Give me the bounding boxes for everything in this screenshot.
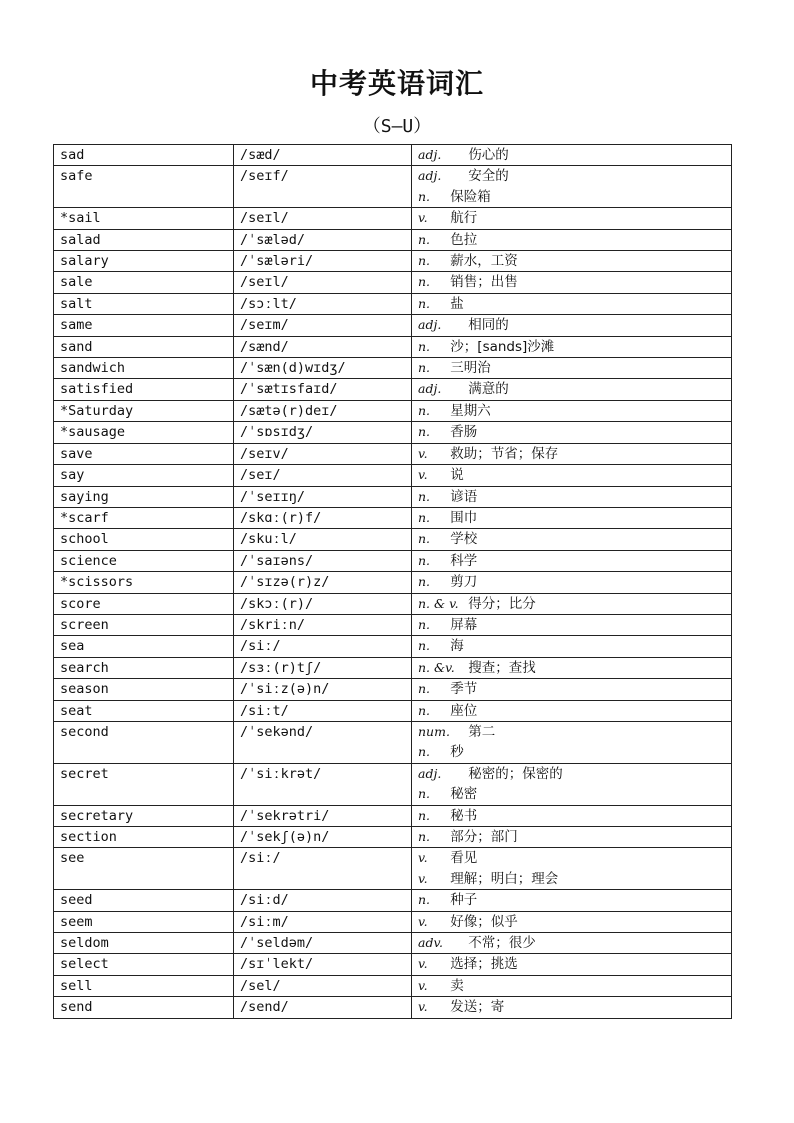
- word-cell: sad: [54, 145, 234, 166]
- definition-line: [418, 742, 725, 762]
- definition-line: [418, 890, 725, 910]
- phonetic-cell: /ˈsɒsɪdʒ/: [234, 422, 412, 443]
- definition-cell: [412, 529, 732, 550]
- meaning-text: 海: [450, 638, 464, 655]
- table-row: [54, 507, 732, 528]
- definition-line: [418, 997, 725, 1017]
- part-of-speech: v.: [418, 850, 428, 866]
- part-of-speech: n.: [418, 360, 431, 376]
- word-cell: save: [54, 443, 234, 464]
- meaning-text: 销售；出售: [450, 274, 518, 291]
- definition-line: [418, 487, 725, 507]
- table-row: [54, 272, 732, 293]
- table-row: [54, 251, 732, 272]
- definition-line: [418, 615, 725, 635]
- part-of-speech: n.: [418, 402, 431, 418]
- meaning-text: 得分；比分: [468, 595, 536, 612]
- definition-line: [418, 806, 725, 826]
- part-of-speech: v.: [418, 467, 428, 483]
- phonetic-cell: /ˈsɪzə(r)z/: [234, 572, 412, 593]
- part-of-speech: n.: [418, 892, 431, 908]
- word-cell: *scarf: [54, 507, 234, 528]
- table-row: [54, 529, 732, 550]
- part-of-speech: adj.: [418, 317, 442, 333]
- part-of-speech: n.: [418, 253, 431, 269]
- word-cell: secretary: [54, 805, 234, 826]
- word-cell: *scissors: [54, 572, 234, 593]
- definition-cell: [412, 145, 732, 166]
- table-row: [54, 975, 732, 996]
- meaning-text: 秘密: [450, 786, 478, 803]
- word-cell: select: [54, 954, 234, 975]
- phonetic-cell: /sænd/: [234, 336, 412, 357]
- table-row: [54, 890, 732, 911]
- table-row: [54, 486, 732, 507]
- table-row: [54, 465, 732, 486]
- table-row: [54, 358, 732, 379]
- table-row: [54, 336, 732, 357]
- definition-cell: [412, 379, 732, 400]
- part-of-speech: n.: [418, 509, 431, 525]
- table-row: [54, 400, 732, 421]
- part-of-speech: adj.: [418, 168, 442, 184]
- definition-line: [418, 379, 725, 399]
- word-cell: seat: [54, 700, 234, 721]
- definition-line: [418, 594, 725, 614]
- definition-line: [418, 722, 725, 742]
- definition-cell: [412, 763, 732, 805]
- definition-cell: [412, 911, 732, 932]
- definition-line: [418, 251, 725, 271]
- definition-cell: [412, 400, 732, 421]
- definition-line: [418, 784, 725, 804]
- definition-cell: [412, 657, 732, 678]
- part-of-speech: adj.: [418, 381, 442, 397]
- meaning-text: 星期六: [450, 402, 491, 419]
- definition-line: [418, 145, 725, 165]
- definition-cell: [412, 507, 732, 528]
- table-row: [54, 614, 732, 635]
- meaning-text: 科学: [450, 552, 478, 569]
- meaning-text: 满意的: [468, 381, 509, 398]
- table-row: [54, 422, 732, 443]
- word-cell: salt: [54, 293, 234, 314]
- part-of-speech: v.: [418, 956, 428, 972]
- definition-line: [418, 572, 725, 592]
- definition-cell: [412, 954, 732, 975]
- table-row: [54, 293, 732, 314]
- phonetic-cell: /ˈsekrətri/: [234, 805, 412, 826]
- phonetic-cell: /siːt/: [234, 700, 412, 721]
- definition-cell: [412, 700, 732, 721]
- table-row: [54, 315, 732, 336]
- table-row: [54, 166, 732, 208]
- part-of-speech: n.: [418, 424, 431, 440]
- phonetic-cell: /ˈsiːkrət/: [234, 763, 412, 805]
- phonetic-cell: /ˈsæləd/: [234, 229, 412, 250]
- phonetic-cell: /sɜː(r)tʃ/: [234, 657, 412, 678]
- definition-cell: [412, 486, 732, 507]
- definition-line: [418, 636, 725, 656]
- phonetic-cell: /seɪ/: [234, 465, 412, 486]
- definition-line: [418, 976, 725, 996]
- word-cell: section: [54, 827, 234, 848]
- definition-cell: [412, 593, 732, 614]
- word-cell: secret: [54, 763, 234, 805]
- phonetic-cell: /ˈsekənd/: [234, 721, 412, 763]
- phonetic-cell: /seɪl/: [234, 272, 412, 293]
- meaning-text: 色拉: [450, 231, 478, 248]
- definition-line: [418, 764, 725, 784]
- part-of-speech: v.: [418, 870, 428, 886]
- definition-line: [418, 465, 725, 485]
- table-row: [54, 229, 732, 250]
- word-cell: search: [54, 657, 234, 678]
- part-of-speech: n.: [418, 702, 431, 718]
- meaning-text: 伤心的: [468, 147, 509, 163]
- table-row: [54, 997, 732, 1018]
- part-of-speech: n.: [418, 638, 431, 654]
- part-of-speech: n.: [418, 231, 431, 247]
- word-cell: seed: [54, 890, 234, 911]
- definition-cell: [412, 251, 732, 272]
- definition-cell: [412, 465, 732, 486]
- part-of-speech: v.: [418, 999, 428, 1015]
- part-of-speech: n.: [418, 786, 431, 802]
- definition-line: [418, 294, 725, 314]
- definition-cell: [412, 293, 732, 314]
- word-cell: seldom: [54, 933, 234, 954]
- meaning-text: 第二: [468, 723, 496, 740]
- definition-line: [418, 401, 725, 421]
- definition-line: [418, 444, 725, 464]
- phonetic-cell: /sæd/: [234, 145, 412, 166]
- meaning-text: 薪水，工资: [450, 253, 518, 270]
- meaning-text: 围巾: [450, 509, 478, 526]
- table-row: [54, 636, 732, 657]
- meaning-text: 相同的: [468, 317, 509, 334]
- phonetic-cell: /ˈseɪɪŋ/: [234, 486, 412, 507]
- definition-cell: [412, 933, 732, 954]
- phonetic-cell: /ˈsekʃ(ə)n/: [234, 827, 412, 848]
- definition-cell: [412, 679, 732, 700]
- phonetic-cell: /sætə(r)deɪ/: [234, 400, 412, 421]
- word-cell: salad: [54, 229, 234, 250]
- table-row: [54, 379, 732, 400]
- part-of-speech: n. &v.: [418, 659, 455, 675]
- word-cell: satisfied: [54, 379, 234, 400]
- definition-line: [418, 551, 725, 571]
- part-of-speech: n.: [418, 295, 431, 311]
- part-of-speech: v.: [418, 445, 428, 461]
- meaning-text: 三明治: [450, 360, 491, 377]
- table-row: [54, 933, 732, 954]
- definition-line: [418, 701, 725, 721]
- word-cell: sell: [54, 975, 234, 996]
- part-of-speech: v.: [418, 210, 428, 226]
- table-row: [54, 145, 732, 166]
- phonetic-cell: /skɑː(r)f/: [234, 507, 412, 528]
- meaning-text: 理解；明白；理会: [450, 870, 559, 887]
- part-of-speech: n.: [418, 338, 431, 354]
- meaning-text: 盐: [450, 295, 464, 312]
- definition-line: [418, 848, 725, 868]
- definition-cell: [412, 848, 732, 890]
- word-cell: second: [54, 721, 234, 763]
- definition-line: [418, 679, 725, 699]
- meaning-text: 秒: [450, 744, 464, 761]
- definition-line: [418, 954, 725, 974]
- meaning-text: 安全的: [468, 168, 509, 185]
- part-of-speech: n.: [418, 531, 431, 547]
- definition-cell: [412, 208, 732, 229]
- meaning-text: 航行: [450, 210, 478, 227]
- table-row: [54, 700, 732, 721]
- word-cell: sandwich: [54, 358, 234, 379]
- definition-cell: [412, 827, 732, 848]
- part-of-speech: n. & v.: [418, 595, 459, 611]
- definition-line: [418, 529, 725, 549]
- part-of-speech: n.: [418, 488, 431, 504]
- definition-cell: [412, 358, 732, 379]
- part-of-speech: n.: [418, 574, 431, 590]
- phonetic-cell: /seɪl/: [234, 208, 412, 229]
- word-cell: *Saturday: [54, 400, 234, 421]
- phonetic-cell: /skuːl/: [234, 529, 412, 550]
- definition-cell: [412, 550, 732, 571]
- definition-line: [418, 187, 725, 207]
- definition-cell: [412, 636, 732, 657]
- word-cell: send: [54, 997, 234, 1018]
- meaning-text: 座位: [450, 702, 478, 719]
- definition-line: [418, 827, 725, 847]
- word-cell: sale: [54, 272, 234, 293]
- definition-line: [418, 208, 725, 228]
- definition-line: [418, 166, 725, 186]
- word-cell: seem: [54, 911, 234, 932]
- meaning-text: 季节: [450, 681, 478, 698]
- definition-line: [418, 272, 725, 292]
- phonetic-cell: /seɪf/: [234, 166, 412, 208]
- meaning-text: 看见: [450, 850, 478, 867]
- phonetic-cell: /sɪˈlekt/: [234, 954, 412, 975]
- definition-cell: [412, 997, 732, 1018]
- definition-line: [418, 869, 725, 889]
- meaning-text: 屏幕: [450, 616, 478, 633]
- definition-cell: [412, 443, 732, 464]
- meaning-text: 沙；[sands]沙滩: [450, 338, 555, 355]
- meaning-text: 保险箱: [450, 188, 491, 205]
- definition-line: [418, 337, 725, 357]
- definition-cell: [412, 336, 732, 357]
- table-row: [54, 679, 732, 700]
- meaning-text: 种子: [450, 892, 478, 909]
- phonetic-cell: /siː/: [234, 848, 412, 890]
- meaning-text: 卖: [450, 977, 464, 994]
- phonetic-cell: /sɔːlt/: [234, 293, 412, 314]
- table-row: [54, 827, 732, 848]
- table-row: [54, 443, 732, 464]
- part-of-speech: adj.: [418, 147, 442, 162]
- table-row: [54, 572, 732, 593]
- meaning-text: 秘密的；保密的: [468, 765, 563, 782]
- definition-cell: [412, 721, 732, 763]
- word-cell: sea: [54, 636, 234, 657]
- table-row: [54, 721, 732, 763]
- part-of-speech: n.: [418, 744, 431, 760]
- page-title: 中考英语词汇: [309, 67, 484, 100]
- meaning-text: 不常；很少: [468, 935, 536, 952]
- part-of-speech: num.: [418, 723, 450, 739]
- meaning-text: 好像；似乎: [450, 913, 518, 930]
- part-of-speech: adv.: [418, 935, 444, 951]
- meaning-text: 部分；部门: [450, 829, 518, 845]
- word-cell: season: [54, 679, 234, 700]
- meaning-text: 选择；挑选: [450, 956, 518, 973]
- word-cell: screen: [54, 614, 234, 635]
- word-cell: science: [54, 550, 234, 571]
- definition-line: [418, 358, 725, 378]
- meaning-text: 救助；节省；保存: [450, 445, 559, 462]
- phonetic-cell: /ˈsiːz(ə)n/: [234, 679, 412, 700]
- definition-cell: [412, 805, 732, 826]
- word-cell: school: [54, 529, 234, 550]
- definition-cell: [412, 315, 732, 336]
- phonetic-cell: /siː/: [234, 636, 412, 657]
- word-cell: same: [54, 315, 234, 336]
- table-row: [54, 848, 732, 890]
- word-cell: *sail: [54, 208, 234, 229]
- word-cell: saying: [54, 486, 234, 507]
- part-of-speech: n.: [418, 807, 431, 823]
- table-row: [54, 593, 732, 614]
- word-cell: salary: [54, 251, 234, 272]
- part-of-speech: n.: [418, 616, 431, 632]
- phonetic-cell: /siːd/: [234, 890, 412, 911]
- word-cell: sand: [54, 336, 234, 357]
- definition-line: [418, 933, 725, 953]
- meaning-text: 秘书: [450, 807, 478, 824]
- phonetic-cell: /ˈsæləri/: [234, 251, 412, 272]
- part-of-speech: adj.: [418, 765, 442, 781]
- definition-line: [418, 422, 725, 442]
- meaning-text: 发送；寄: [450, 999, 505, 1016]
- definition-line: [418, 315, 725, 335]
- phonetic-cell: /seɪm/: [234, 315, 412, 336]
- part-of-speech: n.: [418, 188, 431, 204]
- part-of-speech: n.: [418, 829, 431, 844]
- phonetic-cell: /seɪv/: [234, 443, 412, 464]
- definition-cell: [412, 422, 732, 443]
- vocabulary-table: [53, 144, 732, 1019]
- part-of-speech: n.: [418, 552, 431, 568]
- table-row: [54, 954, 732, 975]
- page-subtitle: （S—U）: [362, 116, 432, 137]
- meaning-text: 香肠: [450, 424, 478, 441]
- definition-cell: [412, 572, 732, 593]
- word-cell: safe: [54, 166, 234, 208]
- phonetic-cell: /send/: [234, 997, 412, 1018]
- word-cell: say: [54, 465, 234, 486]
- word-cell: see: [54, 848, 234, 890]
- meaning-text: 说: [450, 467, 464, 484]
- definition-line: [418, 508, 725, 528]
- definition-cell: [412, 272, 732, 293]
- table-row: [54, 208, 732, 229]
- meaning-text: 学校: [450, 531, 478, 548]
- word-cell: *sausage: [54, 422, 234, 443]
- definition-cell: [412, 614, 732, 635]
- phonetic-cell: /ˈseldəm/: [234, 933, 412, 954]
- definition-line: [418, 658, 725, 678]
- definition-cell: [412, 975, 732, 996]
- definition-line: [418, 230, 725, 250]
- definition-cell: [412, 890, 732, 911]
- phonetic-cell: /siːm/: [234, 911, 412, 932]
- table-row: [54, 550, 732, 571]
- part-of-speech: v.: [418, 913, 428, 929]
- definition-line: [418, 912, 725, 932]
- phonetic-cell: /ˈsætɪsfaɪd/: [234, 379, 412, 400]
- table-row: [54, 805, 732, 826]
- meaning-text: 剪刀: [450, 574, 478, 591]
- phonetic-cell: /ˈsaɪəns/: [234, 550, 412, 571]
- part-of-speech: n.: [418, 681, 431, 697]
- table-row: [54, 911, 732, 932]
- meaning-text: 谚语: [450, 488, 478, 505]
- part-of-speech: v.: [418, 977, 428, 993]
- meaning-text: 搜查；查找: [468, 659, 536, 676]
- phonetic-cell: /skriːn/: [234, 614, 412, 635]
- table-row: [54, 763, 732, 805]
- word-cell: score: [54, 593, 234, 614]
- definition-cell: [412, 229, 732, 250]
- part-of-speech: n.: [418, 274, 431, 290]
- phonetic-cell: /ˈsæn(d)wɪdʒ/: [234, 358, 412, 379]
- phonetic-cell: /sel/: [234, 975, 412, 996]
- vocabulary-table-body: [54, 145, 732, 1019]
- table-row: [54, 657, 732, 678]
- phonetic-cell: /skɔː(r)/: [234, 593, 412, 614]
- definition-cell: [412, 166, 732, 208]
